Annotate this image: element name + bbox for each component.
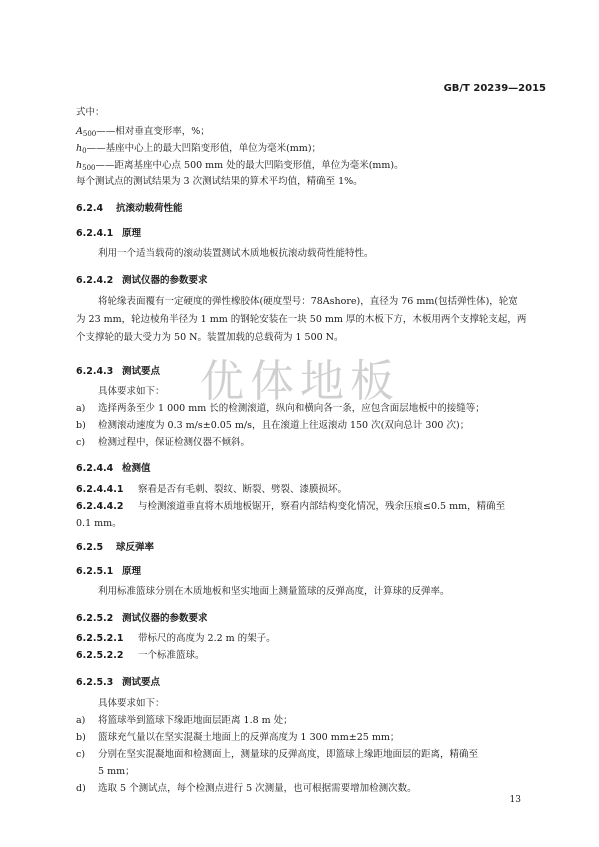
legend-note: 每个测试点的测试结果为 3 次测试结果的算术平均值，精确至 1%。 [76, 176, 363, 187]
list-text: 选取 5 个测试点，每个检测点进行 5 次测量，也可根据需要增加检测次数。 [98, 783, 417, 794]
section-heading-6-2-4-1 [76, 225, 141, 239]
list-intro: 具体要求如下： [98, 386, 165, 397]
list-marker: d) [76, 783, 86, 794]
section-title: 测试仪器的参数要求 [122, 275, 208, 286]
clause-text: 带标尺的高度为 2.2 m 的架子。 [138, 633, 276, 644]
section-title: 抗滚动载荷性能 [116, 203, 183, 214]
section-title: 测试仪器的参数要求 [122, 613, 208, 624]
legend-symbol: A [76, 126, 83, 137]
clause-text: 察看是否有毛刺、裂纹、断裂、劈裂、漆膜损坏。 [138, 484, 348, 495]
legend-item-h500 [76, 159, 404, 175]
legend-item-h0 [76, 142, 321, 158]
section-number: 6.2.4.3 [76, 366, 114, 377]
paragraph-line: 为 23 mm，轮边棱角半径为 1 mm 的钢轮安装在一块 50 mm 厚的木板下方，木板用两个支撑轮支起，两 [76, 314, 527, 325]
section-heading-6-2-5-3 [76, 674, 160, 688]
legend-text: ——距离基座中心点 500 mm 处的最大凹陷变形值，单位为毫米(mm)。 [95, 160, 404, 171]
clause-number: 6.2.5.2.2 [76, 650, 124, 661]
section-heading-6-2-4 [76, 200, 183, 214]
list-item [76, 731, 399, 744]
section-title: 原理 [122, 228, 142, 239]
list-item [76, 714, 293, 727]
list-intro: 具体要求如下： [98, 698, 165, 709]
formula-legend-intro: 式中： [76, 107, 105, 118]
clause-6-2-5-2-1 [76, 632, 276, 645]
list-item-continuation: 5 mm； [98, 766, 135, 777]
paragraph-principle-ball: 利用标准篮球分别在木质地板和坚实地面上测量篮球的反弹高度，计算球的反弹率。 [98, 586, 450, 597]
list-marker: c) [76, 749, 86, 760]
section-number: 6.2.5 [76, 542, 104, 553]
section-heading-6-2-4-4 [76, 460, 151, 474]
section-title: 测试要点 [122, 366, 161, 377]
list-text: 分别在坚实混凝地面和检测面上，测量球的反弹高度，即篮球上缘距地面层的距离，精确至 [98, 749, 479, 760]
paragraph-line: 个支撑轮的最大受力为 50 N。装置加载的总载荷为 1 500 N。 [76, 332, 344, 343]
paragraph-line: 将轮缘表面覆有一定硬度的弹性橡胶体(硬度型号：78Ashore)，直径为 76 mm(包括弹性体)，轮宽 [98, 296, 518, 307]
list-text: 检测滚动速度为 0.3 m/s±0.05 m/s，且在滚道上往返滚动 150 次(双向总计 300 次)； [98, 420, 470, 431]
section-title: 测试要点 [122, 677, 161, 688]
section-number: 6.2.5.2 [76, 613, 114, 624]
section-title: 球反弹率 [116, 542, 155, 553]
clause-text: 与检测滚道垂直将木质地板锯开，察看内部结构变化情况，残余压痕≤0.5 mm，精确至 [138, 501, 506, 512]
legend-text: ——相对垂直变形率，%； [96, 126, 210, 137]
section-title: 原理 [122, 566, 142, 577]
section-title: 检测值 [122, 463, 151, 474]
legend-symbol: h [76, 160, 83, 171]
list-marker: a) [76, 715, 86, 726]
section-heading-6-2-5-1 [76, 563, 141, 577]
paragraph-principle-rolling: 利用一个适当载荷的滚动装置测试木质地板抗滚动载荷性能特性。 [98, 248, 374, 259]
section-number: 6.2.5.1 [76, 566, 114, 577]
legend-item-a500 [76, 125, 210, 141]
standard-number: GB/T 20239—2015 [443, 83, 546, 94]
section-heading-6-2-4-2 [76, 272, 208, 286]
watermark: 优体地板 [200, 356, 400, 407]
list-text: 将篮球举到篮球下缘距地面层距离 1.8 m 处； [98, 715, 293, 726]
section-number: 6.2.4.4 [76, 463, 114, 474]
legend-subscript: 0 [82, 147, 87, 155]
section-heading-6-2-5 [76, 539, 154, 553]
legend-subscript: 500 [82, 164, 96, 172]
list-text: 检测过程中，保证检测仪器不倾斜。 [98, 437, 251, 448]
clause-number: 6.2.5.2.1 [76, 633, 124, 644]
section-number: 6.2.4 [76, 203, 104, 214]
list-item [76, 402, 485, 415]
list-item [76, 419, 469, 432]
clause-number: 6.2.4.4.2 [76, 501, 124, 512]
list-item [76, 436, 250, 449]
clause-6-2-5-2-2 [76, 649, 205, 662]
clause-text: 一个标准篮球。 [138, 650, 205, 661]
list-marker: c) [76, 437, 86, 448]
list-text: 选择两条至少 1 000 mm 长的检测滚道，纵向和横向各一条，应包含面层地板中的接缝等； [98, 403, 485, 414]
section-number: 6.2.4.2 [76, 275, 114, 286]
legend-text: ——基座中心上的最大凹陷变形值，单位为毫米(mm)； [86, 143, 322, 154]
section-heading-6-2-5-2 [76, 610, 208, 624]
list-item [76, 782, 417, 795]
clause-continuation: 0.1 mm。 [76, 518, 122, 529]
clause-6-2-4-4-1 [76, 483, 347, 496]
clause-6-2-4-4-2 [76, 500, 505, 513]
section-number: 6.2.5.3 [76, 677, 114, 688]
list-marker: b) [76, 420, 86, 431]
legend-symbol: h [76, 143, 83, 154]
list-text: 篮球充气量以在坚实混凝土地面上的反弹高度为 1 300 mm±25 mm； [98, 732, 400, 743]
list-item [76, 748, 478, 761]
list-marker: b) [76, 732, 86, 743]
legend-subscript: 500 [82, 130, 97, 138]
section-heading-6-2-4-3 [76, 363, 160, 377]
section-number: 6.2.4.1 [76, 228, 114, 239]
clause-number: 6.2.4.4.1 [76, 484, 124, 495]
list-marker: a) [76, 403, 86, 414]
page-number: 13 [509, 795, 521, 805]
